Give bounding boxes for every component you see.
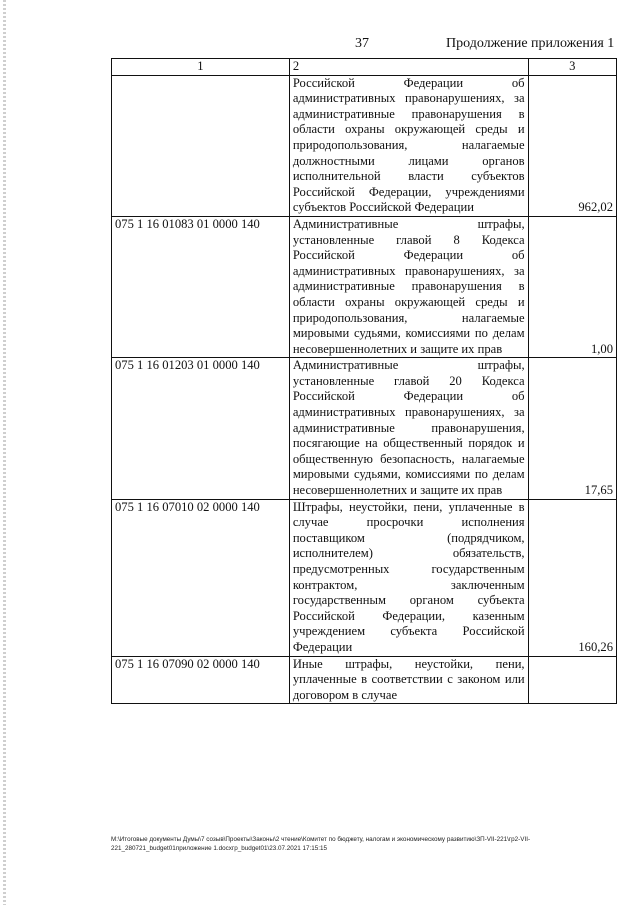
budget-code: 075 1 16 07090 02 0000 140 — [112, 656, 290, 704]
budget-code — [112, 75, 290, 216]
amount: 962,02 — [528, 75, 616, 216]
table-row — [112, 216, 617, 357]
page-number: 37 — [355, 36, 369, 51]
income-description: Российской Федерации об административных правонарушениях, за административные правонарушения в области охраны окружающей среды и природопользования, налагаемые должностными лицами органов исполнительной власти субъектов Российской Федерации, учреждениями субъектов Российской Федерации — [289, 75, 528, 216]
budget-code: 075 1 16 01083 01 0000 140 — [112, 216, 290, 357]
budget-code: 075 1 16 01203 01 0000 140 — [112, 358, 290, 499]
continuation-label: Продолжение приложения 1 — [446, 36, 615, 51]
column-header-1: 1 — [112, 59, 290, 76]
budget-code: 075 1 16 07010 02 0000 140 — [112, 499, 290, 656]
amount: 1,00 — [528, 216, 616, 357]
amount — [528, 656, 616, 704]
income-description: Иные штрафы, неустойки, пени, уплаченные в соответствии с законом или договором в случае — [289, 656, 528, 704]
file-path-footer: M:\Итоговые документы Думы\7 созыв\Проекты\Законы\2 чтение\Комитет по бюджету, налогам и экономическому развитию\ЗП-VII-221\гр2-VII-221_280721_budget01приложение 1.docxгр_budget01\23.07.2021 17:15:15 — [111, 836, 531, 852]
scan-edge-marks — [3, 0, 6, 905]
income-description: Административные штрафы, установленные главой 8 Кодекса Российской Федерации об административных правонарушениях, за административные правонарушения в области охраны окружающей среды и природопользования, налагаемые мировыми судьями, комиссиями по делам несовершеннолетних и защите их прав — [289, 216, 528, 357]
table-row — [112, 75, 617, 216]
amount: 160,26 — [528, 499, 616, 656]
table-row — [112, 358, 617, 499]
table-row — [112, 499, 617, 656]
table-header-row — [112, 59, 617, 76]
income-description: Штрафы, неустойки, пени, уплаченные в случае просрочки исполнения поставщиком (подрядчиком, исполнителем) обязательств, предусмотренных государственным контрактом, заключенным государственным органом субъекта Российской Федерации, казенным учреждением субъекта Российской Федерации — [289, 499, 528, 656]
budget-table — [111, 58, 617, 704]
income-description: Административные штрафы, установленные главой 20 Кодекса Российской Федерации об административных правонарушениях, за административные правонарушения, посягающие на общественный порядок и общественную безопасность, налагаемые мировыми судьями, комиссиями по делам несовершеннолетних и защите их прав — [289, 358, 528, 499]
table-row — [112, 656, 617, 704]
column-header-3: 3 — [528, 59, 616, 76]
column-header-2: 2 — [289, 59, 528, 76]
amount: 17,65 — [528, 358, 616, 499]
